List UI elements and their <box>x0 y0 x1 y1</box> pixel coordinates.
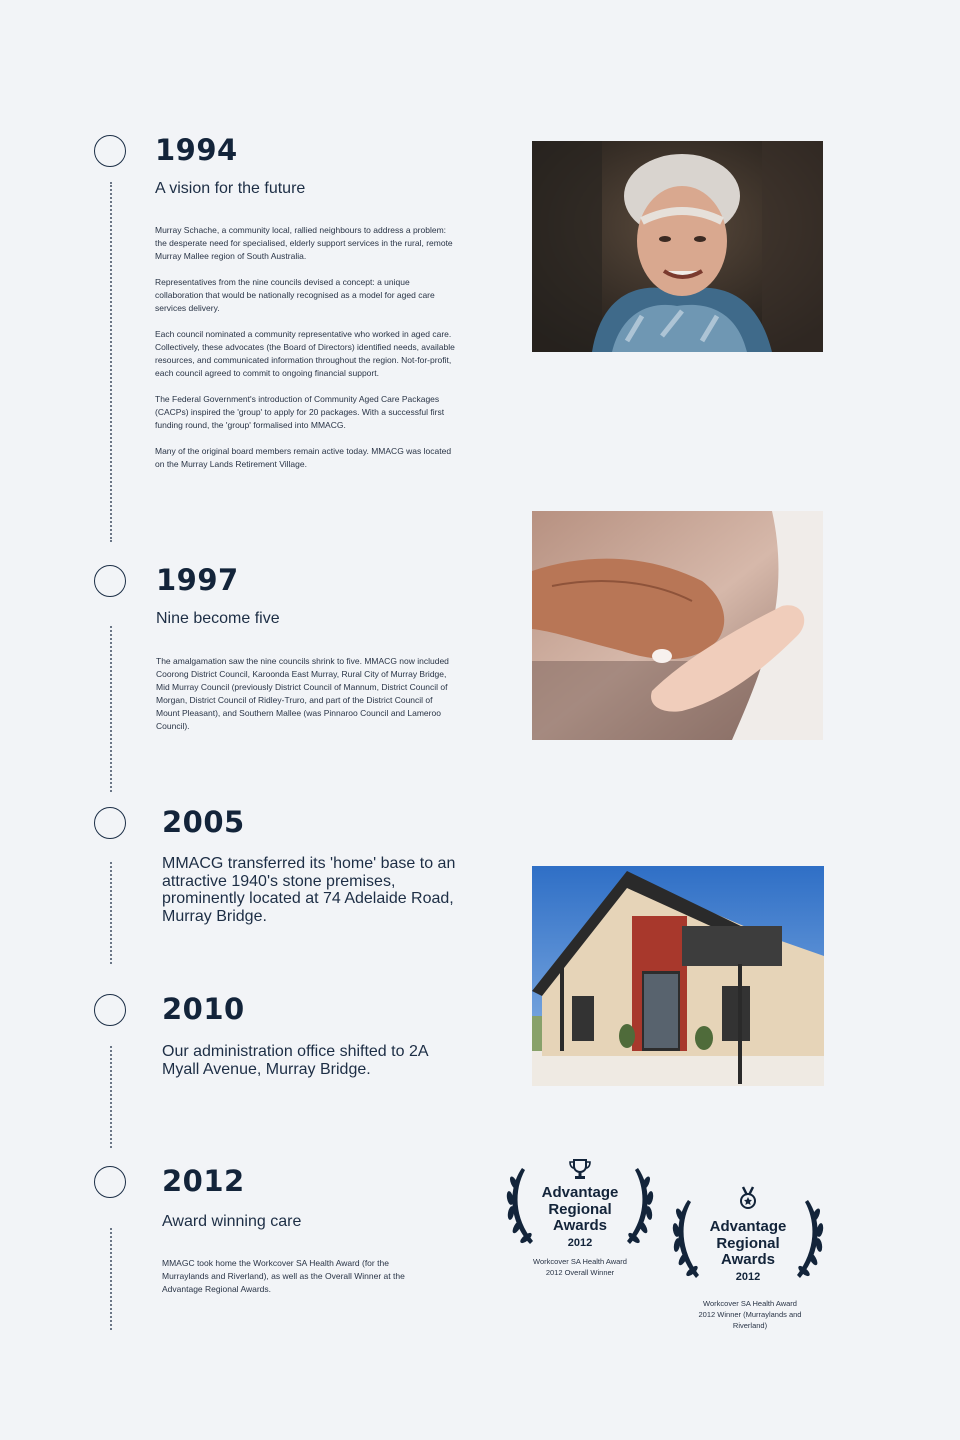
award-year: 2012 <box>567 1236 593 1249</box>
year-heading: 2012 <box>162 1164 245 1198</box>
medal-icon <box>737 1186 759 1210</box>
award-caption <box>670 1298 830 1331</box>
award-title-line: Regional <box>716 1234 780 1252</box>
section-title: Nine become five <box>156 610 280 627</box>
award-badge <box>668 1186 828 1290</box>
paragraph: Many of the original board members remain active today. MMACG was located on the Murray Lands Retirement Village. <box>155 446 452 469</box>
timeline-dotted-line <box>110 862 112 964</box>
timeline-marker-2010 <box>94 994 126 1026</box>
caption-line: Workcover SA Health Award <box>703 1299 797 1308</box>
paragraph: Each council nominated a community representative who worked in aged care. Collectively, these advocates (the Board of Directors) identified needs, available resources, and communicated information throughout the region. Not-for-profit, each council agreed to commit to ongoing financial support. <box>155 329 455 378</box>
timeline-dotted-line <box>110 626 112 792</box>
award-title-line: Awards <box>553 1217 607 1234</box>
paragraph: The amalgamation saw the nine councils shrink to five. MMACG now included Coorong District Council, Karoonda East Murray, Rural City of Murray Bridge, Mid Murray Council (previously District Council of Mannum, District Council of Morgan, District Council of Ridley-Truro, and part of the District Council of Mount Pleasant), and Southern Mallee (was Pinnaroo Council and Lameroo Council). <box>156 656 449 731</box>
award-caption <box>502 1256 658 1278</box>
office-building-photo <box>532 866 824 1086</box>
paragraph: MMAGC took home the Workcover SA Health Award (for the Murraylands and Riverland), as well as the Overall Winner at the Advantage Regional Awards. <box>162 1258 405 1294</box>
award-badge <box>502 1158 658 1258</box>
trophy-icon <box>568 1158 592 1180</box>
year-heading: 1994 <box>155 133 238 167</box>
year-heading: 2010 <box>162 992 245 1026</box>
section-body <box>162 1257 432 1309</box>
award-title-line: Regional <box>548 1200 612 1218</box>
caption-line: 2012 Overall Winner <box>545 1268 615 1277</box>
year-heading: 2005 <box>162 805 245 839</box>
caption-line: Workcover SA Health Award <box>533 1257 627 1266</box>
caption-line: Riverland) <box>732 1321 768 1330</box>
timeline-dotted-line <box>110 1228 112 1330</box>
timeline-marker-1997 <box>94 565 126 597</box>
paragraph: Representatives from the nine councils devised a concept: a unique collaboration that would be nationally recognised as a model for aged care services delivery. <box>155 277 435 313</box>
paragraph: Murray Schache, a community local, rallied neighbours to address a problem: the desperate need for specialised, elderly support services in the rural, remote Murray Mallee region of South Australia. <box>155 225 453 261</box>
timeline-marker-2012 <box>94 1166 126 1198</box>
award-title-line: Awards <box>721 1251 775 1268</box>
award-title-line: Advantage <box>541 1184 619 1201</box>
section-title: Award winning care <box>162 1213 302 1230</box>
award-title-line: Advantage <box>709 1218 787 1235</box>
section-title: A vision for the future <box>155 180 306 197</box>
section-lead: Our administration office shifted to 2A Myall Avenue, Murray Bridge. <box>162 1043 428 1078</box>
elderly-woman-photo <box>532 141 823 352</box>
award-year: 2012 <box>735 1270 761 1283</box>
section-body <box>156 655 456 746</box>
timeline-marker-2005 <box>94 807 126 839</box>
section-body <box>155 224 455 484</box>
caption-line: 2012 Winner (Murraylands and <box>698 1310 802 1319</box>
holding-hands-photo <box>532 511 823 740</box>
timeline-marker-1994 <box>94 135 126 167</box>
section-lead: MMACG transferred its 'home' base to an attractive 1940's stone premises, prominently located at 74 Adelaide Road, Murray Bridge. <box>162 855 456 925</box>
timeline-dotted-line <box>110 1046 112 1148</box>
timeline-dotted-line <box>110 182 112 542</box>
paragraph: The Federal Government's introduction of Community Aged Care Packages (CACPs) inspired the 'group' to apply for 20 packages. With a successful first funding round, the 'group' formalised into MMACG. <box>155 394 445 430</box>
year-heading: 1997 <box>156 563 239 597</box>
